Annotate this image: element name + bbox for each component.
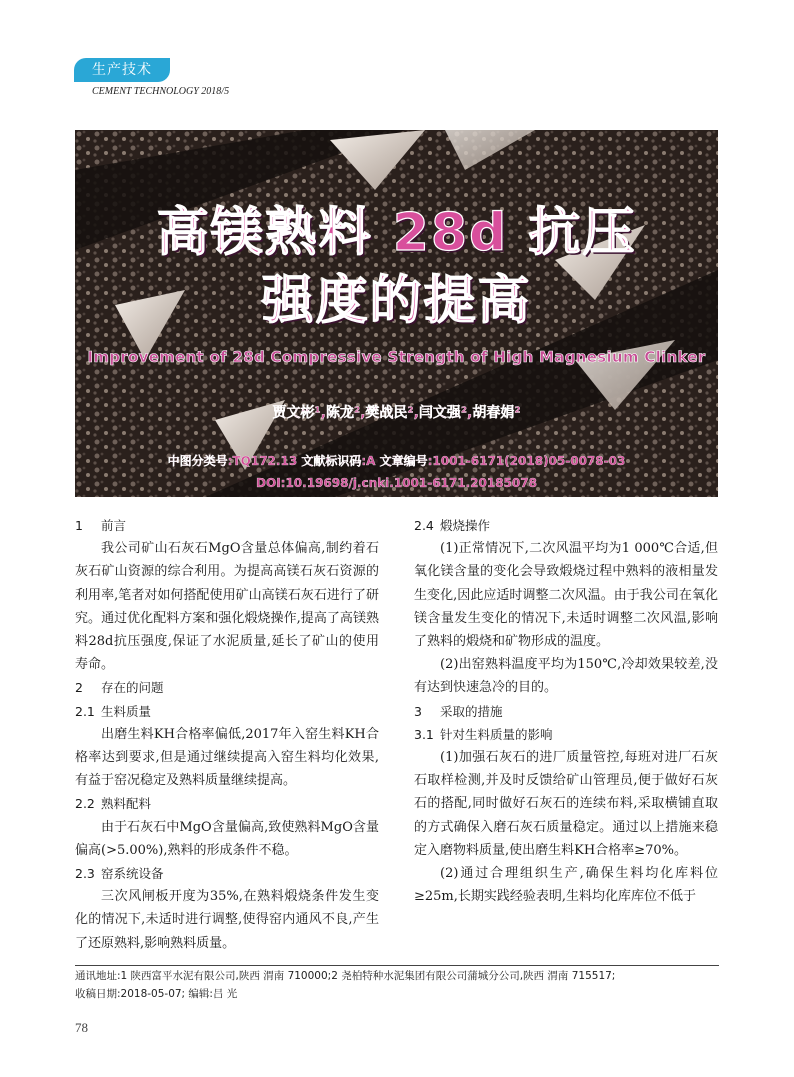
- paragraph: (2)通过合理组织生产,确保生料均化库料位≥25m,长期实践经验表明,生料均化库库位不低于: [414, 866, 718, 905]
- subsection-heading: 2.1 生料质量: [75, 703, 152, 719]
- doi: DOI:10.19698/j.cnki.1001-6171.20185078: [256, 476, 537, 490]
- english-title: Improvement of 28d Compressive Strength of High Magnesium Clinker: [87, 348, 706, 366]
- subsection-heading: 2.2 熟料配料: [75, 796, 152, 812]
- section-heading: 3 采取的措施: [414, 703, 503, 719]
- classification-info: 中图分类号:TQ172.13 文献标识码:A 文章编号:1001-6171(2018)05-0078-03: [167, 454, 626, 468]
- title-line-1: 高镁熟料 28d 抗压: [156, 203, 637, 263]
- subsection-heading: 2.4 煅烧操作: [414, 518, 491, 533]
- paragraph: 由于石灰石中MgO含量偏高,致使熟料MgO含量偏高(>5.00%),熟料的形成条件不稳。: [75, 819, 379, 858]
- authors: 贾文彬¹,陈龙²,樊战民²,闫文强²,胡春娟²: [272, 405, 521, 421]
- title-banner: [75, 130, 718, 497]
- section-tab: 生产技术: [74, 58, 170, 82]
- section-heading: 1 前言: [75, 518, 127, 533]
- paragraph: 我公司矿山石灰石MgO含量总体偏高,制约着石灰石矿山资源的综合利用。为提高高镁石灰石资源的利用率,笔者对如何搭配使用矿山高镁石灰石进行了研究。通过优化配料方案和强化煅烧操作,提高了高镁熟料28d抗压强度,保证了水泥质量,延长了矿山的使用寿命。: [75, 541, 379, 673]
- title-line-2: 强度的提高: [261, 271, 532, 331]
- subsection-heading: 3.1 针对生料质量的影响: [414, 726, 553, 742]
- paragraph: 出磨生料KH合格率偏低,2017年入窑生料KH合格率达到要求,但是通过继续提高入窑生料均化效果,有益于窑况稳定及熟料质量继续提高。: [75, 726, 379, 789]
- paragraph: (1)加强石灰石的进厂质量管控,每班对进厂石灰石取样检测,并及时反馈给矿山管理员,便于做好石灰石的搭配,同时做好石灰石的连续布料,采取横铺直取的方式确保入磨石灰石质量稳定。通过以上措施来稳定入磨物料质量,使出磨生料KH合格率≥70%。: [414, 750, 718, 858]
- footnote-address: 通讯地址:1 陕西富平水泥有限公司,陕西 渭南 710000;2 尧柏特种水泥集团有限公司蒲城分公司,陕西 渭南 715517;: [75, 970, 616, 982]
- subsection-heading: 2.3 窑系统设备: [75, 866, 164, 882]
- paragraph: (1)正常情况下,二次风温平均为1 000℃合适,但氧化镁含量的变化会导致煅烧过程中熟料的液相量发生变化,因此应适时调整二次风温。由于我公司在氧化镁含量发生变化的情况下,未适时调整二次风温,影响了熟料的煅烧和矿物形成的温度。: [414, 541, 718, 650]
- journal-issue: CEMENT TECHNOLOGY 2018/5: [92, 86, 230, 97]
- right-column: [414, 514, 718, 908]
- paragraph: (2)出窑熟料温度平均为150℃,冷却效果较差,没有达到快速急冷的目的。: [414, 657, 718, 696]
- footnote-received: 收稿日期:2018-05-07; 编辑:吕 光: [75, 988, 238, 1000]
- section-heading: 2 存在的问题: [75, 680, 164, 696]
- page-number: 78: [75, 1020, 88, 1035]
- footnote-divider: [75, 965, 719, 966]
- left-column: [75, 514, 379, 955]
- paragraph: 三次风闸板开度为35%,在熟料煅烧条件发生变化的情况下,未适时进行调整,使得窑内通风不良,产生了还原熟料,影响熟料质量。: [75, 889, 379, 951]
